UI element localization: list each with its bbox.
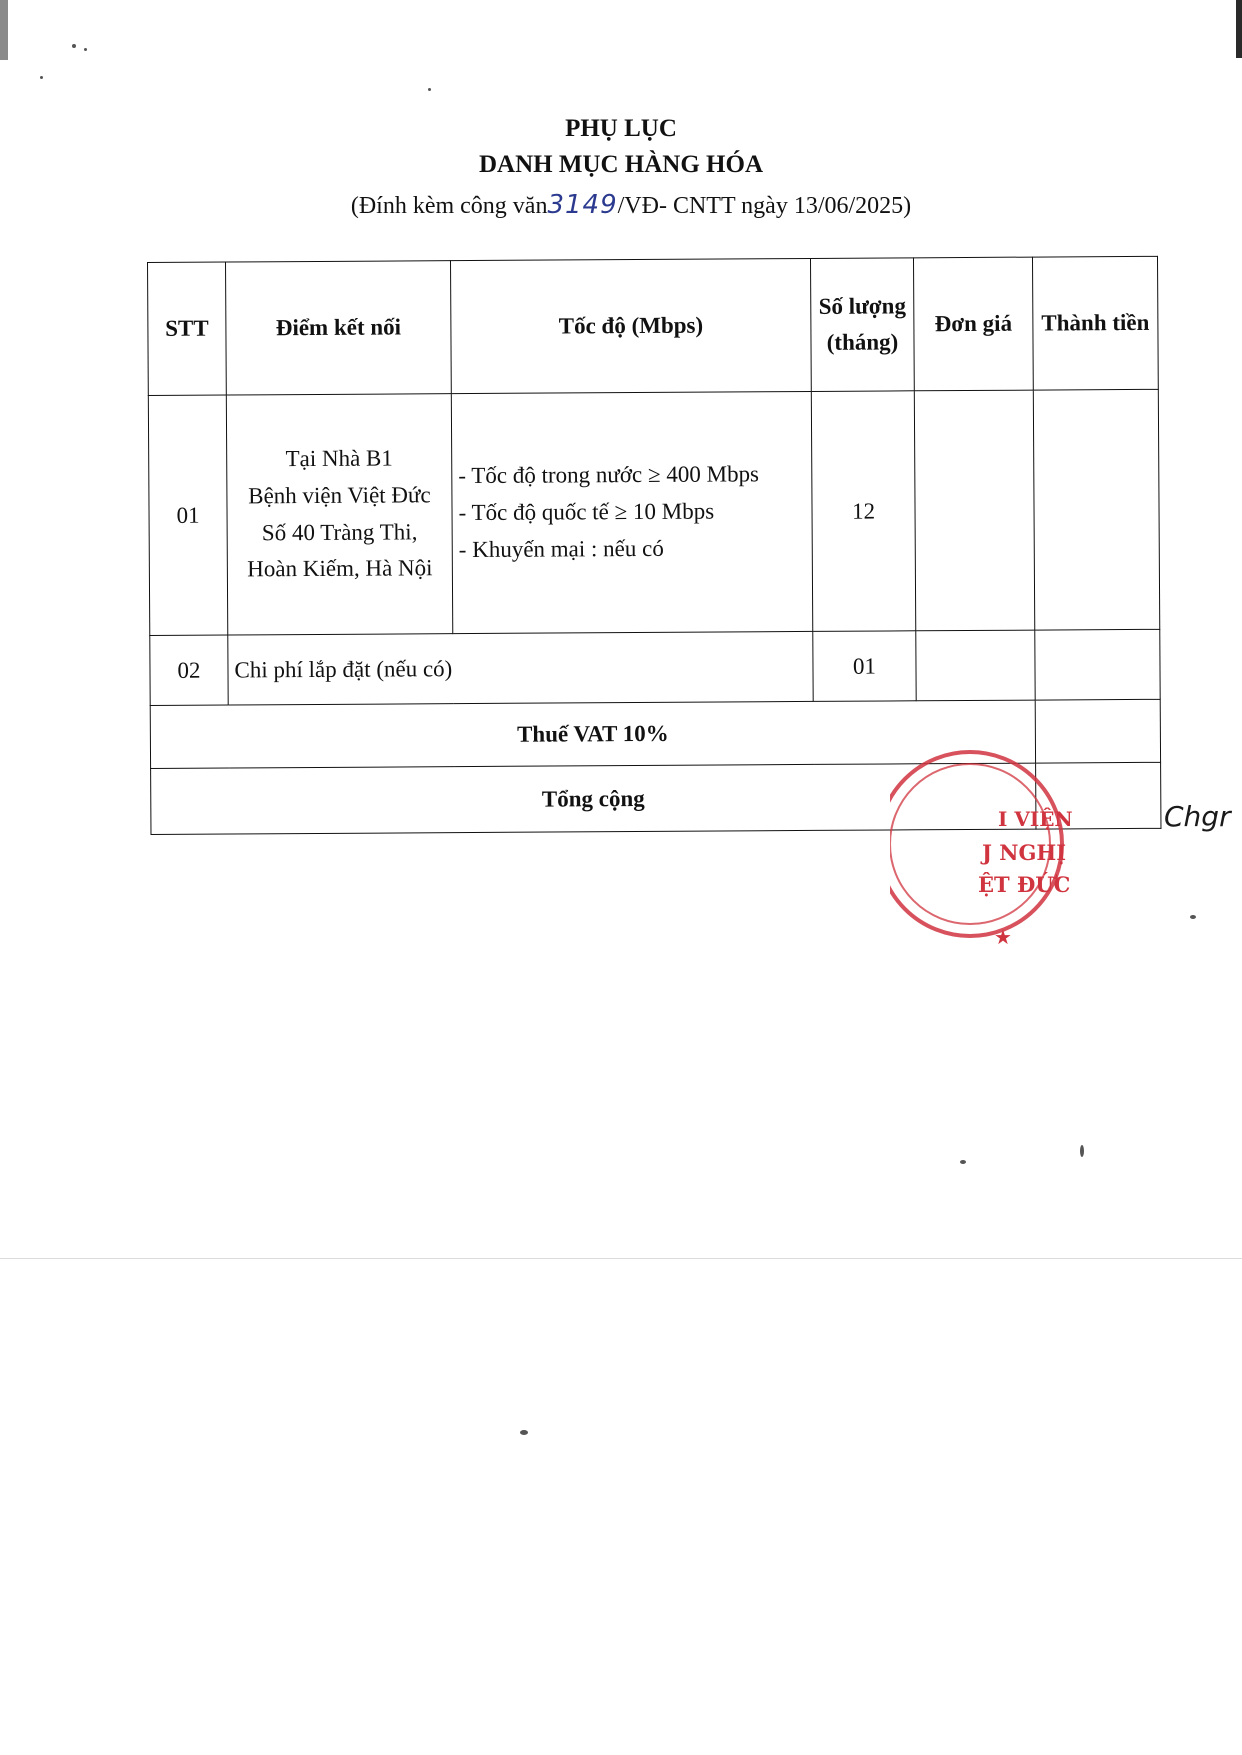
attachment-prefix: (Đính kèm công văn [350,193,548,219]
stamp-text: J NGHỊ [982,840,1067,865]
handwritten-doc-number: 3149 [547,190,618,220]
installation-cost-item: Chi phí lắp đặt (nếu có) [228,631,813,705]
speed-spec [451,391,812,633]
row-stt: 01 [148,395,227,635]
table-header-row [148,256,1159,395]
sum-label: Tổng cộng [151,763,1036,834]
address-line: Bệnh viện Việt Đức [248,481,431,509]
red-seal-stamp [890,742,1110,962]
stamp-star-icon: ★ [994,925,1012,949]
vat-label: Thuế VAT 10% [150,700,1035,768]
scan-speck [1190,915,1196,919]
page-fold-line [0,1258,1242,1259]
scan-edge [1236,0,1242,58]
row-unit-price [916,630,1035,701]
speed-line: - Tốc độ quốc tế ≥ 10 Mbps [458,498,715,526]
header-total: Thành tiền [1032,256,1158,390]
handwritten-signature: Chgr [1164,800,1231,833]
appendix-title: PHỤ LỤC [565,115,677,142]
scan-edge [0,0,8,60]
catalog-title: DANH MỤC HÀNG HÓA [478,151,763,178]
scan-speck [1080,1145,1084,1157]
scan-speck [960,1160,966,1164]
row-quantity: 12 [811,391,915,632]
stamp-text: ỆT ĐỨC [978,872,1071,897]
row-total [1035,629,1160,700]
row-total [1033,389,1159,630]
address-line: Số 40 Tràng Thi, [261,518,418,545]
connection-address [226,394,452,635]
scan-speck [40,76,43,79]
scan-speck [520,1430,528,1435]
table-row [148,389,1159,635]
address-line: Tại Nhà B1 [285,445,393,472]
scan-speck [84,48,87,51]
row-stt: 02 [150,635,228,705]
attachment-suffix: /VĐ- CNTT ngày 13/06/2025) [617,193,912,219]
speed-line: - Khuyến mại : nếu có [458,535,664,562]
header-connection-point: Điểm kết nối [226,261,452,395]
scan-speck [72,44,76,48]
header-unit-price: Đơn giá [913,257,1033,391]
header-stt: STT [148,262,227,395]
row-quantity: 01 [813,631,916,702]
speed-line: - Tốc độ trong nước ≥ 400 Mbps [458,461,760,489]
attachment-note [0,190,1242,220]
scan-speck [428,88,431,91]
header-speed: Tốc độ (Mbps) [450,258,811,393]
address-line: Hoàn Kiếm, Hà Nội [247,555,433,582]
row-unit-price [914,390,1034,631]
table-row [150,629,1160,705]
header-quantity: Số lượng (tháng) [810,258,914,392]
stamp-text: I VIỆN [998,807,1073,831]
